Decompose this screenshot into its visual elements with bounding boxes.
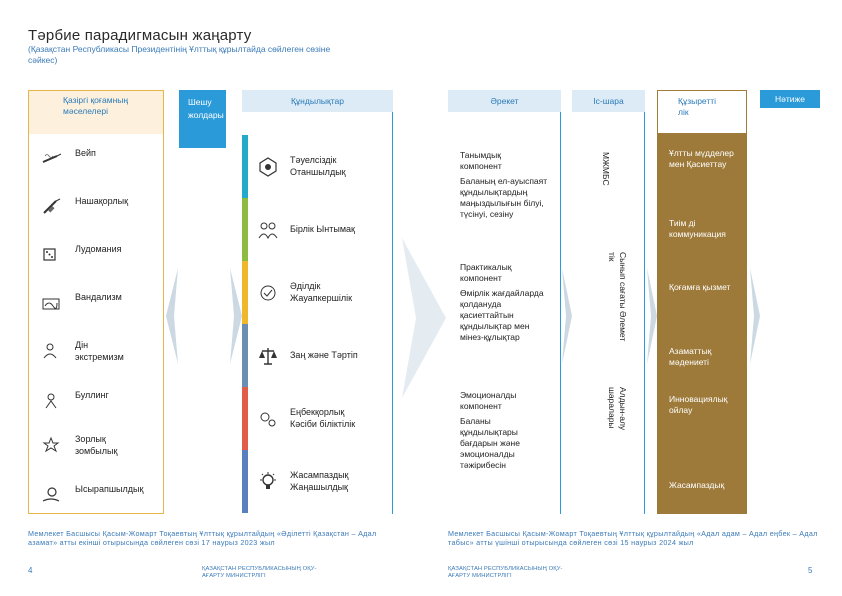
value-color-bar [242, 135, 248, 198]
header-problems-label: Қазіргі қоғамның мәселелері [63, 95, 129, 116]
violence-icon [41, 436, 63, 454]
scales-icon [258, 346, 278, 366]
action-heading: Практикалық компонент [460, 262, 512, 283]
unity-icon [258, 220, 278, 240]
competence-item: Жасампаздық [669, 480, 725, 490]
value-item [242, 198, 393, 261]
event-panel [572, 112, 645, 514]
header-result [760, 90, 820, 108]
chevron-left-icon [166, 268, 180, 364]
value-item [242, 261, 393, 324]
dice-icon [41, 246, 63, 264]
footnote-left: Мемлекет Басшысы Қасым-Жомарт Тоқаевтың Ұлттық құрылтайдың «Әділетті Қазақстан – Адал азамат» атты екінші отырысында сөйлеген сөзі 17 наурыз 2023 жыл [28, 529, 377, 547]
competence-item: Азаматтық мәдениеті [669, 346, 712, 367]
chevron-right-icon [750, 268, 760, 364]
header-problems [28, 90, 164, 134]
header-action [448, 90, 561, 112]
lightbulb-icon [258, 472, 278, 492]
header-solution-label: Шешу жолдары [188, 97, 224, 120]
ministry-footer-left: ҚАЗАҚСТАН РЕСПУБЛИКАСЫНЫҢ ОҚУ-АҒАРТУ МИНИСТРЛІГІ [202, 566, 317, 579]
header-action-label: Әрекет [490, 96, 519, 106]
event-item: Сынып сағаты Әлемет тік [607, 252, 628, 342]
action-heading: Эмоционалды компонент [460, 390, 517, 411]
header-competence-label: Құзыретті лік [678, 96, 717, 117]
problem-item [41, 340, 161, 363]
value-label: Бірлік Ынтымақ [290, 223, 355, 234]
page-title: Тәрбие парадигмасын жаңарту [28, 27, 252, 44]
page-number-right: 5 [808, 566, 813, 575]
event-item: МЖМБС [601, 152, 611, 186]
page-subtitle: (Қазақстан Республикасы Президентінің Ұлттық құрылтайда сөйлеген сөзіне сәйкес) [28, 44, 331, 65]
arrow-right-icon [402, 238, 446, 398]
value-color-bar [242, 324, 248, 387]
vandalism-icon [41, 294, 63, 312]
competence-item: Инновациялық ойлау [669, 394, 728, 415]
problem-item [41, 434, 161, 457]
money-hand-icon [41, 486, 63, 504]
header-competence [657, 90, 747, 134]
problem-label: Нашақорлық [75, 196, 129, 206]
header-solution [179, 90, 226, 148]
problem-item [41, 244, 161, 264]
syringe-icon [41, 198, 63, 216]
competence-item: Ұлтты мүдделер мен Қасиеттау [669, 148, 734, 169]
action-item [460, 262, 560, 390]
value-item [242, 450, 393, 513]
action-item [460, 390, 560, 471]
justice-icon [258, 283, 278, 303]
chevron-right-icon [562, 268, 572, 364]
header-event [572, 90, 645, 112]
value-item [242, 324, 393, 387]
value-label: Тәуелсіздік Отаншылдық [290, 155, 346, 177]
action-text: Өмірлік жағдайларда қолдануда қасиеттайтын құндылықтар мен мінез-құлықтар [460, 288, 544, 342]
value-label: Заң және Тәртіп [290, 349, 358, 360]
gears-icon [258, 409, 278, 429]
value-label: Жасампаздық Жаңашылдық [290, 470, 349, 492]
event-item: Алдын-алу шаралары [607, 387, 628, 431]
independence-icon [258, 157, 278, 177]
value-item [242, 135, 393, 198]
chevron-right-icon [228, 268, 242, 364]
header-event-label: Іс-шара [593, 96, 624, 106]
header-values [242, 90, 393, 112]
action-text: Баланың ел-ауыспаят құндылықтардың маңыздылығын білуі, түсінуі, сезіну [460, 176, 548, 219]
problem-item [41, 148, 161, 168]
page-number-left: 4 [28, 566, 33, 575]
value-color-bar [242, 198, 248, 261]
problem-label: Вейп [75, 148, 96, 158]
problem-label: Лудомания [75, 244, 122, 254]
action-panel [448, 112, 561, 514]
vape-icon [41, 150, 63, 168]
problem-label: Буллинг [75, 390, 109, 400]
action-heading: Танымдық компонент [460, 150, 502, 171]
value-color-bar [242, 261, 248, 324]
problem-item [41, 292, 161, 312]
extremism-icon [41, 342, 63, 360]
problem-label: Ысырапшылдық [75, 484, 144, 494]
header-values-label: Құндылықтар [290, 96, 344, 106]
value-color-bar [242, 450, 248, 513]
action-text: Баланы құндылықтары бағдарын және эмоционалды тәжірибесін [460, 416, 520, 470]
competence-item: Қоғамға қызмет [669, 282, 731, 292]
action-item [460, 150, 560, 262]
value-label: Еңбекқорлық Кәсіби біліктілік [290, 407, 356, 429]
problem-item [41, 196, 161, 216]
values-panel [242, 112, 393, 514]
problem-item [41, 390, 161, 410]
problem-label: Дін экстремизм [75, 340, 124, 362]
problems-panel [28, 134, 164, 514]
ministry-footer-right: ҚАЗАҚСТАН РЕСПУБЛИКАСЫНЫҢ ОҚУ-АҒАРТУ МИНИСТРЛІГІ [448, 566, 563, 579]
bullying-icon [41, 392, 63, 410]
value-item [242, 387, 393, 450]
header-result-label: Нәтиже [775, 94, 805, 104]
problem-label: Зорлық зомбылық [75, 434, 118, 456]
competence-panel [657, 134, 747, 514]
value-label: Әділдік Жауапкершілік [290, 281, 353, 303]
value-color-bar [242, 387, 248, 450]
footnote-right: Мемлекет Басшысы Қасым-Жомарт Тоқаевтың Ұлттық құрылтайдың «Адал адам – Адал еңбек – Адал табыс» атты үшінші отырысында сөйлеген сөзі 15 наурыз 2024 жыл [448, 529, 818, 547]
chevron-right-icon [647, 268, 657, 364]
competence-item: Тиім ді коммуникация [669, 218, 726, 239]
problem-item [41, 484, 161, 504]
problem-label: Вандализм [75, 292, 122, 302]
